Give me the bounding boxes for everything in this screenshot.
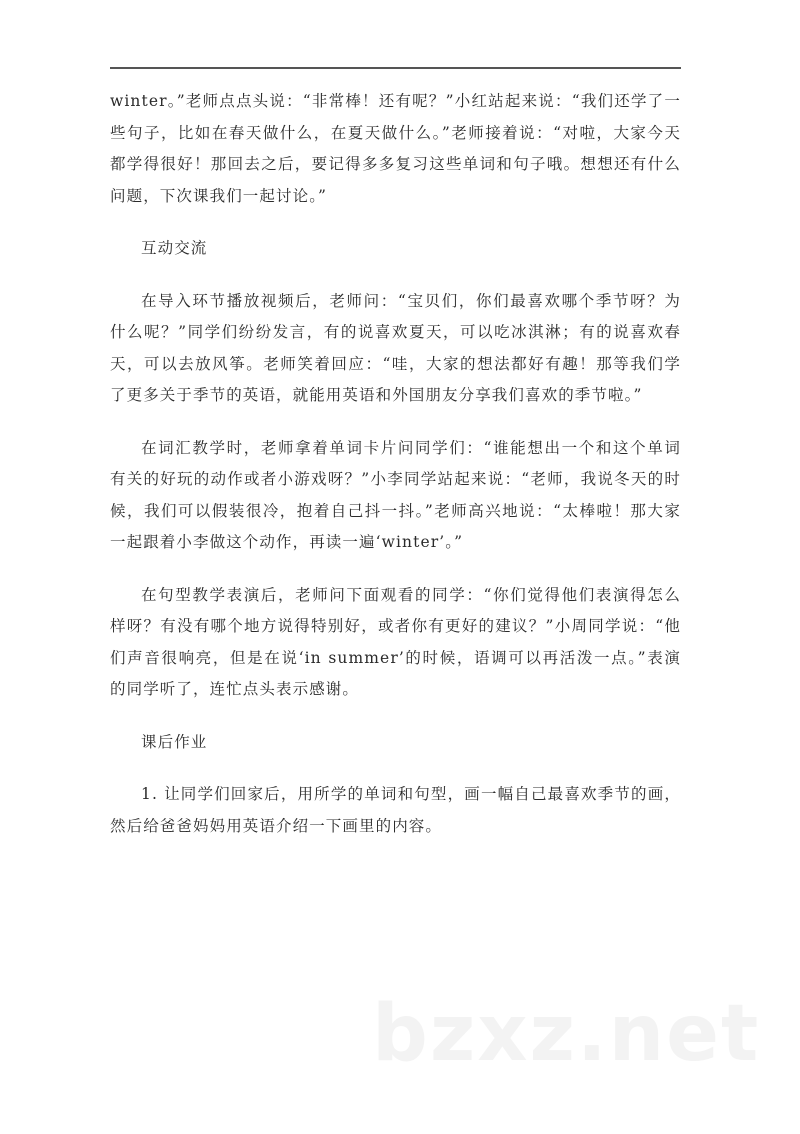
homework-item-1: 1. 让同学们回家后，用所学的单词和句型，画一幅自己最喜欢季节的画，然后给爸爸妈妈用英语介绍一下画里的内容。 xyxy=(110,785,681,835)
paragraph-dialogue-end: winter。”老师点点头说：“非常棒！还有呢？”小红站起来说：“我们还学了一些句子，比如在春天做什么，在夏天做什么。”老师接着说：“对啦，大家今天都学得很好！那回去之后，要记得多多复习这些单词和句子哦。想想还有什么问题，下次课我们一起讨论。” xyxy=(110,92,681,205)
watermark: bzxz.net xyxy=(372,989,761,1079)
document-body xyxy=(110,86,681,842)
paragraph-vocabulary: 在词汇教学时，老师拿着单词卡片问同学们：“谁能想出一个和这个单词有关的好玩的动作或者小游戏呀？”小李同学站起来说：“老师，我说冬天的时候，我们可以假装很冷，抱着自己抖一抖。”老师高兴地说：“太棒啦！那大家一起跟着小李做这个动作，再读一遍‘winter’。” xyxy=(110,438,681,551)
section-heading-homework: 课后作业 xyxy=(141,732,208,751)
paragraph-sentence-performance: 在句型教学表演后，老师问下面观看的同学：“你们觉得他们表演得怎么样呀？有没有哪个地方说得特别好，或者你有更好的建议？”小周同学说：“他们声音很响亮，但是在说‘in summer’的时候，语调可以再活泼一点。”表演的同学听了，连忙点头表示感谢。 xyxy=(110,585,681,698)
header-rule xyxy=(110,67,681,69)
section-heading-interaction: 互动交流 xyxy=(141,239,208,257)
paragraph-intro-video: 在导入环节播放视频后，老师问：“宝贝们，你们最喜欢哪个季节呀？为什么呢？”同学们纷纷发言，有的说喜欢夏天，可以吃冰淇淋；有的说喜欢春天，可以去放风筝。老师笑着回应：“哇，大家的想法都好有趣！那等我们学了更多关于季节的英语，就能用英语和外国朋友分享我们喜欢的季节啦。” xyxy=(110,291,681,404)
